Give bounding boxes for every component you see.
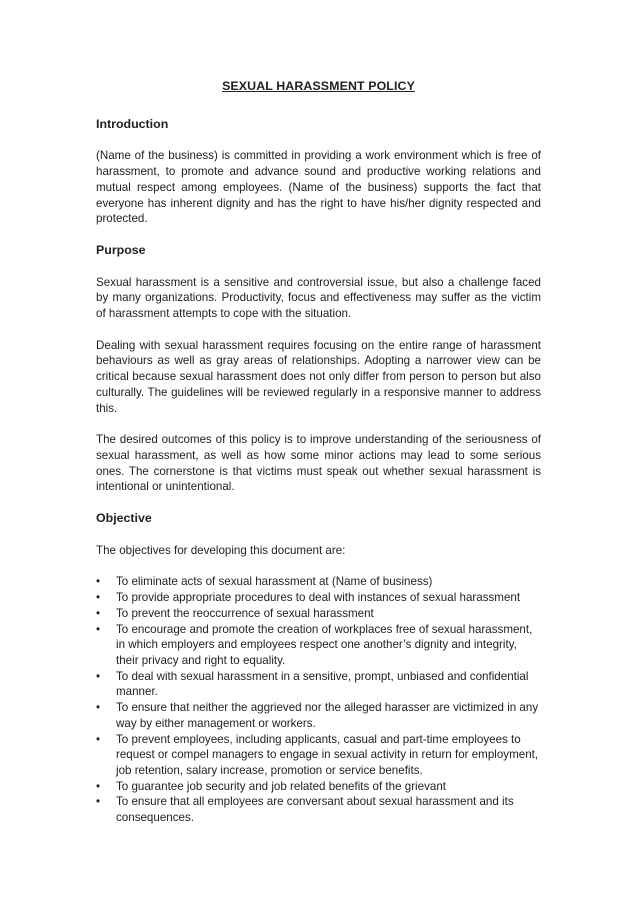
document-title: SEXUAL HARASSMENT POLICY: [222, 79, 415, 93]
list-item-text: To provide appropriate procedures to deal with instances of sexual harassment: [116, 591, 521, 605]
list-item-text: To encourage and promote the creation of workplaces free of sexual harassment, in which employers and employees respect one another’s dignity and integrity, their privacy and right to equality.: [116, 622, 533, 667]
list-item: [96, 606, 541, 622]
objective-intro: The objectives for developing this document are:: [96, 543, 346, 557]
list-item: [96, 700, 541, 731]
bullet-icon: •: [96, 701, 101, 715]
list-item-text: To ensure that neither the aggrieved nor the alleged harasser are victimized in any way by either management or workers.: [116, 701, 539, 730]
bullet-icon: •: [96, 591, 101, 605]
list-item: [96, 779, 541, 795]
purpose-section: [96, 243, 541, 495]
bullet-icon: •: [96, 575, 101, 589]
list-item: [96, 574, 541, 590]
bullet-icon: •: [96, 732, 101, 746]
list-item: [96, 590, 541, 606]
objective-section: [96, 511, 541, 826]
list-item: [96, 794, 541, 825]
bullet-icon: •: [96, 779, 101, 793]
list-item-text: To ensure that all employees are conversant about sexual harassment and its consequences.: [116, 795, 514, 825]
objective-heading: Objective: [96, 511, 152, 526]
introduction-heading: Introduction: [96, 116, 169, 131]
list-item-text: To eliminate acts of sexual harassment at (Name of business): [116, 575, 433, 589]
bullet-icon: •: [96, 606, 101, 620]
list-item: [96, 669, 541, 700]
list-item-text: To prevent employees, including applicants, casual and part-time employees to request or compel managers to engage in sexual activity in return for employment, job retention, salary increase, promotion or service benefits.: [116, 732, 539, 777]
introduction-section: [96, 117, 541, 227]
list-item-text: To prevent the reoccurrence of sexual harassment: [116, 606, 374, 620]
list-item: [96, 732, 541, 779]
introduction-paragraph: (Name of the business) is committed in providing a work environment which is free of harassment, to promote and advance sound and productive working relations and mutual respect among employees. (Name of the business) supports the fact that everyone has inherent dignity and has the right to have his/her dignity respected and protected.: [96, 149, 541, 226]
purpose-heading: Purpose: [96, 242, 146, 257]
purpose-paragraph-2: Dealing with sexual harassment requires focusing on the entire range of harassment behaviours as well as gray areas of relationships. Adopting a narrower view can be critical because sexual harassment does not only differ from person to person but also culturally. The guidelines will be reviewed regularly in a responsive manner to address this.: [96, 338, 541, 415]
bullet-icon: •: [96, 795, 101, 809]
list-item-text: To guarantee job security and job related benefits of the grievant: [116, 779, 446, 793]
bullet-icon: •: [96, 669, 101, 683]
purpose-paragraph-3: The desired outcomes of this policy is to improve understanding of the seriousness of sexual harassment, as well as how some minor actions may lead to some serious ones. The cornerstone is that victims must speak out whether sexual harassment is intentional or unintentional.: [96, 433, 541, 494]
purpose-paragraph-1: Sexual harassment is a sensitive and controversial issue, but also a challenge faced by many organizations. Productivity, focus and effectiveness may suffer as the victim of harassment attempts to cope with the situation.: [96, 275, 541, 321]
objective-list: [96, 574, 541, 825]
list-item-text: To deal with sexual harassment in a sensitive, prompt, unbiased and confidential manner.: [116, 669, 529, 699]
bullet-icon: •: [96, 622, 101, 636]
list-item: [96, 622, 541, 669]
